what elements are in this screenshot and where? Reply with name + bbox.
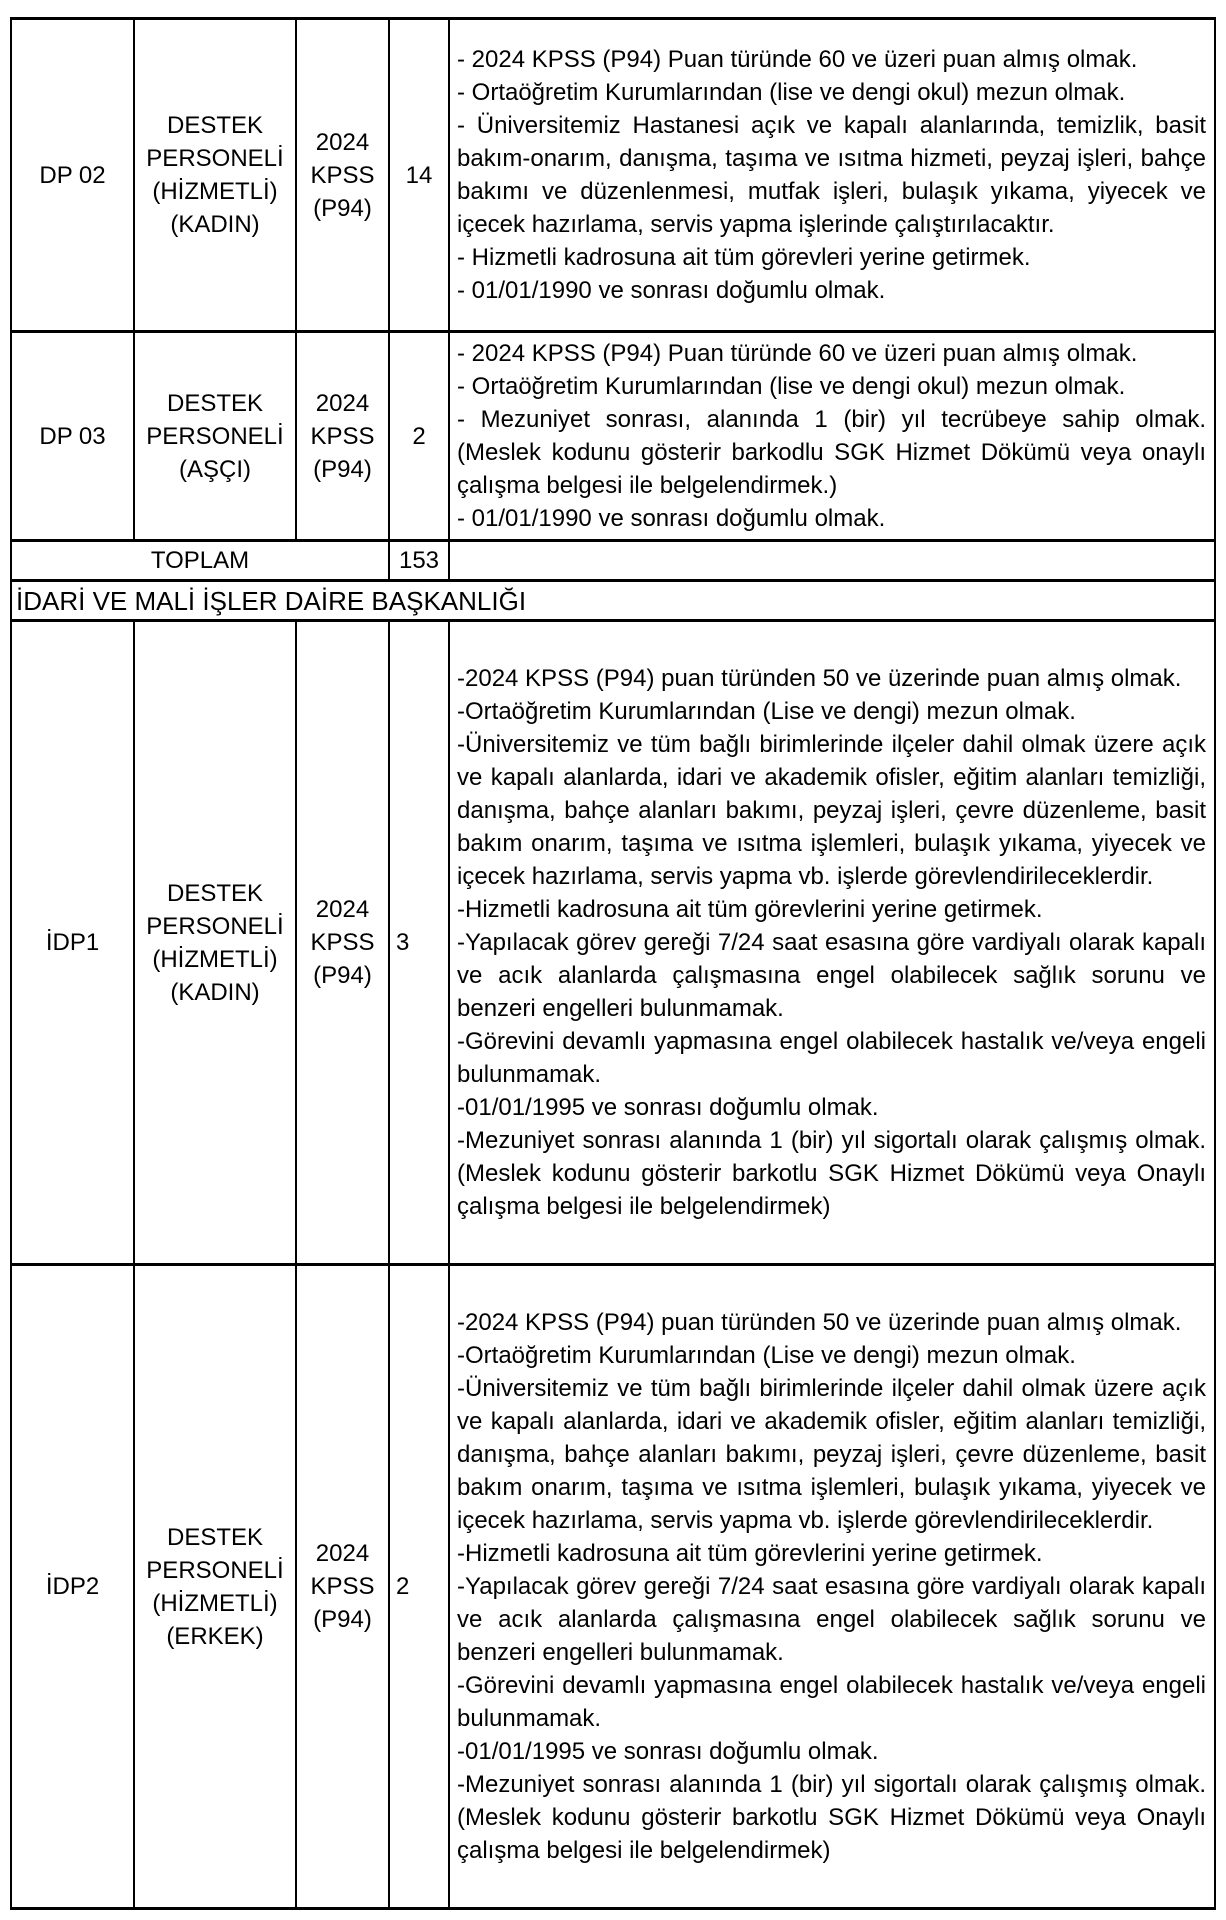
section-header-row bbox=[11, 581, 1215, 621]
idp2-requirements-cell bbox=[449, 1265, 1215, 1909]
requirement-line: - 01/01/1990 ve sonrası doğumlu olmak. bbox=[457, 277, 886, 304]
dp03-title-cell: DESTEK PERSONELİ (AŞÇI) bbox=[134, 332, 296, 541]
dp03-exam-cell: 2024 KPSS (P94) bbox=[296, 332, 389, 541]
requirement-line: -Mezuniyet sonrası alanında 1 (bir) yıl sigortalı olarak çalışmış olmak. (Meslek kodunu gösterir barkotlu SGK Hizmet Dökümü veya Onaylı çalışma belgesi ile belgelendirmek) bbox=[457, 1127, 1206, 1220]
requirement-line: - 01/01/1990 ve sonrası doğumlu olmak. bbox=[457, 505, 886, 532]
dp02-count-cell: 14 bbox=[389, 19, 449, 332]
requirement-line: - Hizmetli kadrosuna ait tüm görevleri yerine getirmek. bbox=[457, 244, 1031, 271]
section-header-cell: İDARİ VE MALİ İŞLER DAİRE BAŞKANLIĞI bbox=[11, 581, 1215, 621]
requirement-line: - Üniversitemiz Hastanesi açık ve kapalı alanlarında, temizlik, basit bakım-onarım, danışma, taşıma ve ısıtma hizmeti, peyzaj işleri, bahçe bakımı ve düzenlenmesi, mutfak işleri, bulaşık yıkama, yiyecek ve içecek hazırlama, servis yapma işlerinde çalıştırılacaktır. bbox=[457, 112, 1206, 238]
requirement-line: - Ortaöğretim Kurumlarından (lise ve dengi okul) mezun olmak. bbox=[457, 79, 1126, 106]
table-row-idp2 bbox=[11, 1265, 1215, 1909]
idp1-code-cell: İDP1 bbox=[11, 621, 134, 1265]
requirement-line: -Mezuniyet sonrası alanında 1 (bir) yıl sigortalı olarak çalışmış olmak. (Meslek kodunu gösterir barkotlu SGK Hizmet Dökümü veya Onaylı çalışma belgesi ile belgelendirmek) bbox=[457, 1771, 1206, 1864]
job-postings-table-container bbox=[10, 17, 1216, 1910]
requirement-line: -01/01/1995 ve sonrası doğumlu olmak. bbox=[457, 1738, 879, 1765]
requirement-line: -2024 KPSS (P94) puan türünden 50 ve üzerinde puan almış olmak. bbox=[457, 665, 1182, 692]
requirement-line: -Görevini devamlı yapmasına engel olabilecek hastalık ve/veya engeli bulunmamak. bbox=[457, 1028, 1206, 1088]
total-row bbox=[11, 541, 1215, 581]
requirement-line: - Ortaöğretim Kurumlarından (lise ve dengi okul) mezun olmak. bbox=[457, 373, 1126, 400]
table-row-idp1 bbox=[11, 621, 1215, 1265]
requirement-line: -01/01/1995 ve sonrası doğumlu olmak. bbox=[457, 1094, 879, 1121]
requirement-line: - Mezuniyet sonrası, alanında 1 (bir) yıl tecrübeye sahip olmak. (Meslek kodunu gösterir barkodlu SGK Hizmet Dökümü veya onaylı çalışma belgesi ile belgelendirmek.) bbox=[457, 406, 1206, 499]
table-row-dp03 bbox=[11, 332, 1215, 541]
idp1-title-cell: DESTEK PERSONELİ (HİZMETLİ) (KADIN) bbox=[134, 621, 296, 1265]
total-empty-cell bbox=[449, 541, 1215, 581]
requirement-line: -Ortaöğretim Kurumlarından (Lise ve dengi) mezun olmak. bbox=[457, 1342, 1076, 1369]
requirement-line: -Görevini devamlı yapmasına engel olabilecek hastalık ve/veya engeli bulunmamak. bbox=[457, 1672, 1206, 1732]
idp1-exam-cell: 2024 KPSS (P94) bbox=[296, 621, 389, 1265]
job-postings-table bbox=[10, 17, 1216, 1910]
requirement-line: -Üniversitemiz ve tüm bağlı birimlerinde ilçeler dahil olmak üzere açık ve kapalı alanlarda, idari ve akademik ofisler, eğitim alanları temizliği, danışma, bahçe alanları bakımı, peyzaj işleri, çevre düzenleme, basit bakım onarım, taşıma ve ısıtma işlemleri, bulaşık yıkama, yiyecek ve içecek hazırlama, servis yapma vb. işlerde görevlendirileceklerdir. bbox=[457, 1375, 1206, 1534]
idp2-count-cell: 2 bbox=[389, 1265, 449, 1909]
dp02-exam-cell: 2024 KPSS (P94) bbox=[296, 19, 389, 332]
idp1-count-cell: 3 bbox=[389, 621, 449, 1265]
requirement-line: -Hizmetli kadrosuna ait tüm görevlerini yerine getirmek. bbox=[457, 1540, 1043, 1567]
idp2-code-cell: İDP2 bbox=[11, 1265, 134, 1909]
idp2-exam-cell: 2024 KPSS (P94) bbox=[296, 1265, 389, 1909]
dp02-title-cell: DESTEK PERSONELİ (HİZMETLİ) (KADIN) bbox=[134, 19, 296, 332]
total-label-cell: TOPLAM bbox=[11, 541, 389, 581]
dp03-code-cell: DP 03 bbox=[11, 332, 134, 541]
requirement-line: -Yapılacak görev gereği 7/24 saat esasına göre vardiyalı olarak kapalı ve acık alanlarda çalışmasına engel olabilecek sağlık sorunu ve benzeri engelleri bulunmamak. bbox=[457, 1573, 1206, 1666]
requirement-line: -Yapılacak görev gereği 7/24 saat esasına göre vardiyalı olarak kapalı ve acık alanlarda çalışmasına engel olabilecek sağlık sorunu ve benzeri engelleri bulunmamak. bbox=[457, 929, 1206, 1022]
requirement-line: - 2024 KPSS (P94) Puan türünde 60 ve üzeri puan almış olmak. bbox=[457, 340, 1138, 367]
dp03-requirements-cell bbox=[449, 332, 1215, 541]
dp03-count-cell: 2 bbox=[389, 332, 449, 541]
requirement-line: -Ortaöğretim Kurumlarından (Lise ve dengi) mezun olmak. bbox=[457, 698, 1076, 725]
requirement-line: - 2024 KPSS (P94) Puan türünde 60 ve üzeri puan almış olmak. bbox=[457, 46, 1138, 73]
dp02-requirements-cell bbox=[449, 19, 1215, 332]
requirement-line: -Üniversitemiz ve tüm bağlı birimlerinde ilçeler dahil olmak üzere açık ve kapalı alanlarda, idari ve akademik ofisler, eğitim alanları temizliği, danışma, bahçe alanları bakımı, peyzaj işleri, çevre düzenleme, basit bakım onarım, taşıma ve ısıtma işlemleri, bulaşık yıkama, yiyecek ve içecek hazırlama, servis yapma vb. işlerde görevlendirileceklerdir. bbox=[457, 731, 1206, 890]
dp02-code-cell: DP 02 bbox=[11, 19, 134, 332]
idp2-title-cell: DESTEK PERSONELİ (HİZMETLİ) (ERKEK) bbox=[134, 1265, 296, 1909]
table-row-dp02 bbox=[11, 19, 1215, 332]
idp1-requirements-cell bbox=[449, 621, 1215, 1265]
requirement-line: -Hizmetli kadrosuna ait tüm görevlerini yerine getirmek. bbox=[457, 896, 1043, 923]
requirement-line: -2024 KPSS (P94) puan türünden 50 ve üzerinde puan almış olmak. bbox=[457, 1309, 1182, 1336]
total-value-cell: 153 bbox=[389, 541, 449, 581]
